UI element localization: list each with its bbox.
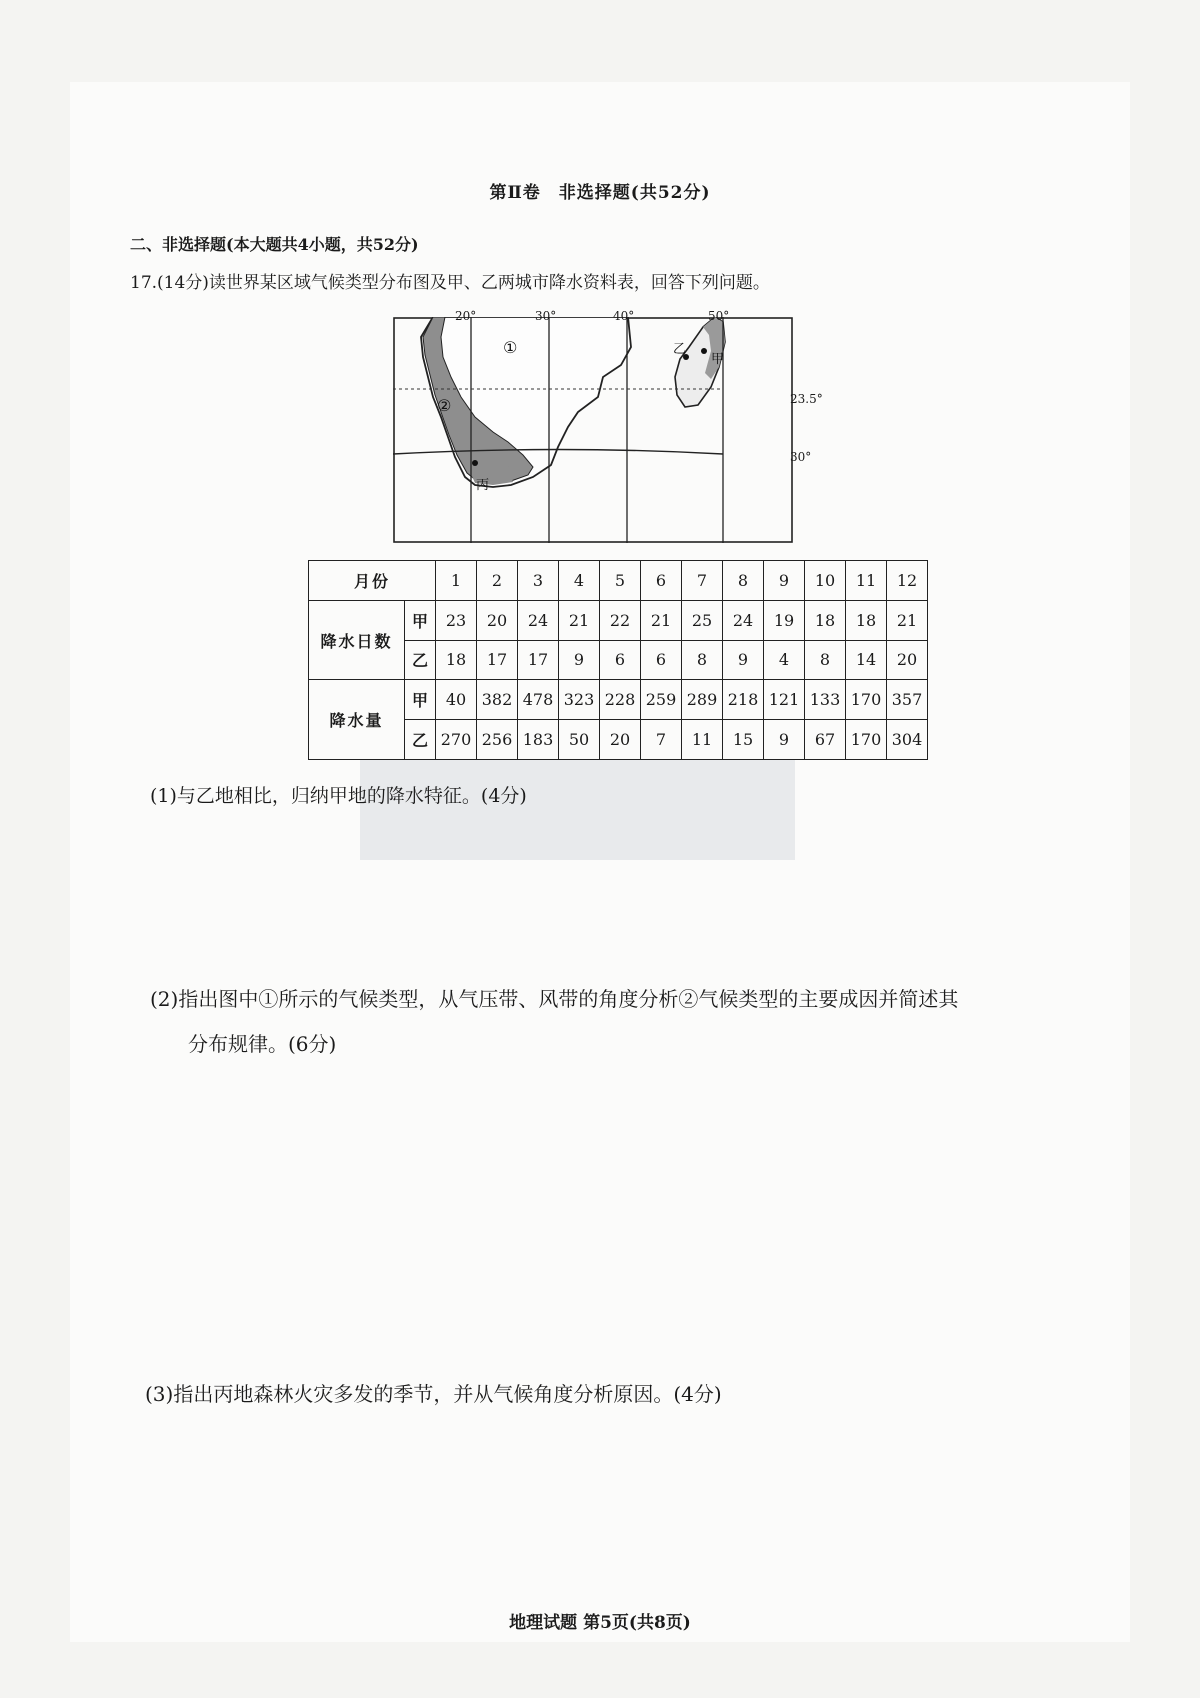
table-cell: 323: [559, 680, 600, 720]
table-cell: 256: [477, 720, 518, 760]
table-cell: 170: [846, 680, 887, 720]
region-label-1: ①: [503, 338, 518, 357]
table-cell: 270: [436, 720, 477, 760]
city-label-jia: 甲: [711, 352, 725, 367]
city-dot-jia: [701, 348, 707, 354]
table-cell: 304: [887, 720, 928, 760]
table-cell: 11: [682, 720, 723, 760]
table-cell: 9: [723, 640, 764, 680]
question-17-part-2-line-1: (2)指出图中①所示的气候类型，从气压带、风带的角度分析②气候类型的主要成因并简述其: [150, 987, 959, 1011]
question-17-part-2-line-2: 分布规律。(6分): [188, 1032, 337, 1056]
table-cell: 20: [477, 600, 518, 640]
table-cell: 4: [764, 640, 805, 680]
part-heading: 二、非选择题(本大题共4小题，共52分): [130, 235, 419, 254]
table-cell: 133: [805, 680, 846, 720]
table-cell: 183: [518, 720, 559, 760]
month-cell: 8: [723, 561, 764, 601]
table-cell: 67: [805, 720, 846, 760]
city-jia-label: 甲: [405, 680, 436, 720]
lon-label-30-top: 30°: [535, 309, 557, 323]
table-cell: 40: [436, 680, 477, 720]
lat-label-30: 30°: [790, 450, 812, 464]
lat-label-23-5: 23.5°: [790, 392, 823, 406]
table-cell: 20: [600, 720, 641, 760]
month-cell: 12: [887, 561, 928, 601]
month-cell: 7: [682, 561, 723, 601]
table-cell: 18: [436, 640, 477, 680]
table-row-rain-days-jia: [309, 600, 928, 640]
table-cell: 21: [641, 600, 682, 640]
cape-shaded: [468, 465, 513, 485]
table-cell: 9: [559, 640, 600, 680]
city-yi-label: 乙: [405, 640, 436, 680]
month-cell: 5: [600, 561, 641, 601]
table-cell: 21: [559, 600, 600, 640]
table-cell: 20: [887, 640, 928, 680]
table-cell: 22: [600, 600, 641, 640]
question-17-part-3: (3)指出丙地森林火灾多发的季节，并从气候角度分析原因。(4分): [145, 1382, 722, 1406]
table-cell: 21: [887, 600, 928, 640]
month-cell: 11: [846, 561, 887, 601]
table-cell: 6: [641, 640, 682, 680]
table-cell: 218: [723, 680, 764, 720]
lon-label-20-top: 20°: [455, 309, 477, 323]
climate-map: [393, 317, 793, 543]
table-cell: 8: [805, 640, 846, 680]
table-cell: 7: [641, 720, 682, 760]
table-cell: 18: [846, 600, 887, 640]
bleed-through-shade: [360, 760, 795, 860]
month-cell: 2: [477, 561, 518, 601]
city-jia-label: 甲: [405, 600, 436, 640]
city-yi-label: 乙: [405, 720, 436, 760]
month-cell: 10: [805, 561, 846, 601]
table-cell: 382: [477, 680, 518, 720]
table-cell: 17: [477, 640, 518, 680]
city-label-bing: 丙: [476, 478, 490, 493]
table-cell: 228: [600, 680, 641, 720]
table-row-rainfall-jia: [309, 680, 928, 720]
table-cell: 170: [846, 720, 887, 760]
month-cell: 6: [641, 561, 682, 601]
rain-days-label: 降水日数: [309, 600, 405, 680]
table-cell: 18: [805, 600, 846, 640]
table-cell: 14: [846, 640, 887, 680]
rainfall-table: [308, 560, 928, 760]
table-cell: 357: [887, 680, 928, 720]
table-cell: 121: [764, 680, 805, 720]
table-cell: 24: [723, 600, 764, 640]
table-cell: 478: [518, 680, 559, 720]
city-dot-bing: [472, 460, 478, 466]
table-cell: 6: [600, 640, 641, 680]
paper-sheet: [70, 82, 1130, 1642]
month-cell: 1: [436, 561, 477, 601]
region-label-2: ②: [437, 396, 452, 415]
month-cell: 9: [764, 561, 805, 601]
month-cell: 4: [559, 561, 600, 601]
section-title: 第Ⅱ卷 非选择题(共52分): [489, 183, 711, 203]
lon-label-40-top: 40°: [613, 309, 635, 323]
month-header: 月份: [309, 561, 436, 601]
table-cell: 9: [764, 720, 805, 760]
table-cell: 23: [436, 600, 477, 640]
table-cell: 15: [723, 720, 764, 760]
table-cell: 289: [682, 680, 723, 720]
table-cell: 259: [641, 680, 682, 720]
lon-label-50-top: 50°: [708, 309, 730, 323]
table-cell: 24: [518, 600, 559, 640]
month-cell: 3: [518, 561, 559, 601]
table-header-row: [309, 561, 928, 601]
rainfall-label: 降水量: [309, 680, 405, 760]
table-cell: 17: [518, 640, 559, 680]
city-label-yi: 乙: [673, 342, 687, 357]
table-cell: 50: [559, 720, 600, 760]
table-cell: 8: [682, 640, 723, 680]
question-17-part-1: (1)与乙地相比，归纳甲地的降水特征。(4分): [150, 785, 527, 807]
table-cell: 19: [764, 600, 805, 640]
question-17-intro: 17.(14分)读世界某区域气候类型分布图及甲、乙两城市降水资料表，回答下列问题。: [130, 273, 770, 293]
table-cell: 25: [682, 600, 723, 640]
page-footer: 地理试题 第5页(共8页): [509, 1613, 691, 1633]
